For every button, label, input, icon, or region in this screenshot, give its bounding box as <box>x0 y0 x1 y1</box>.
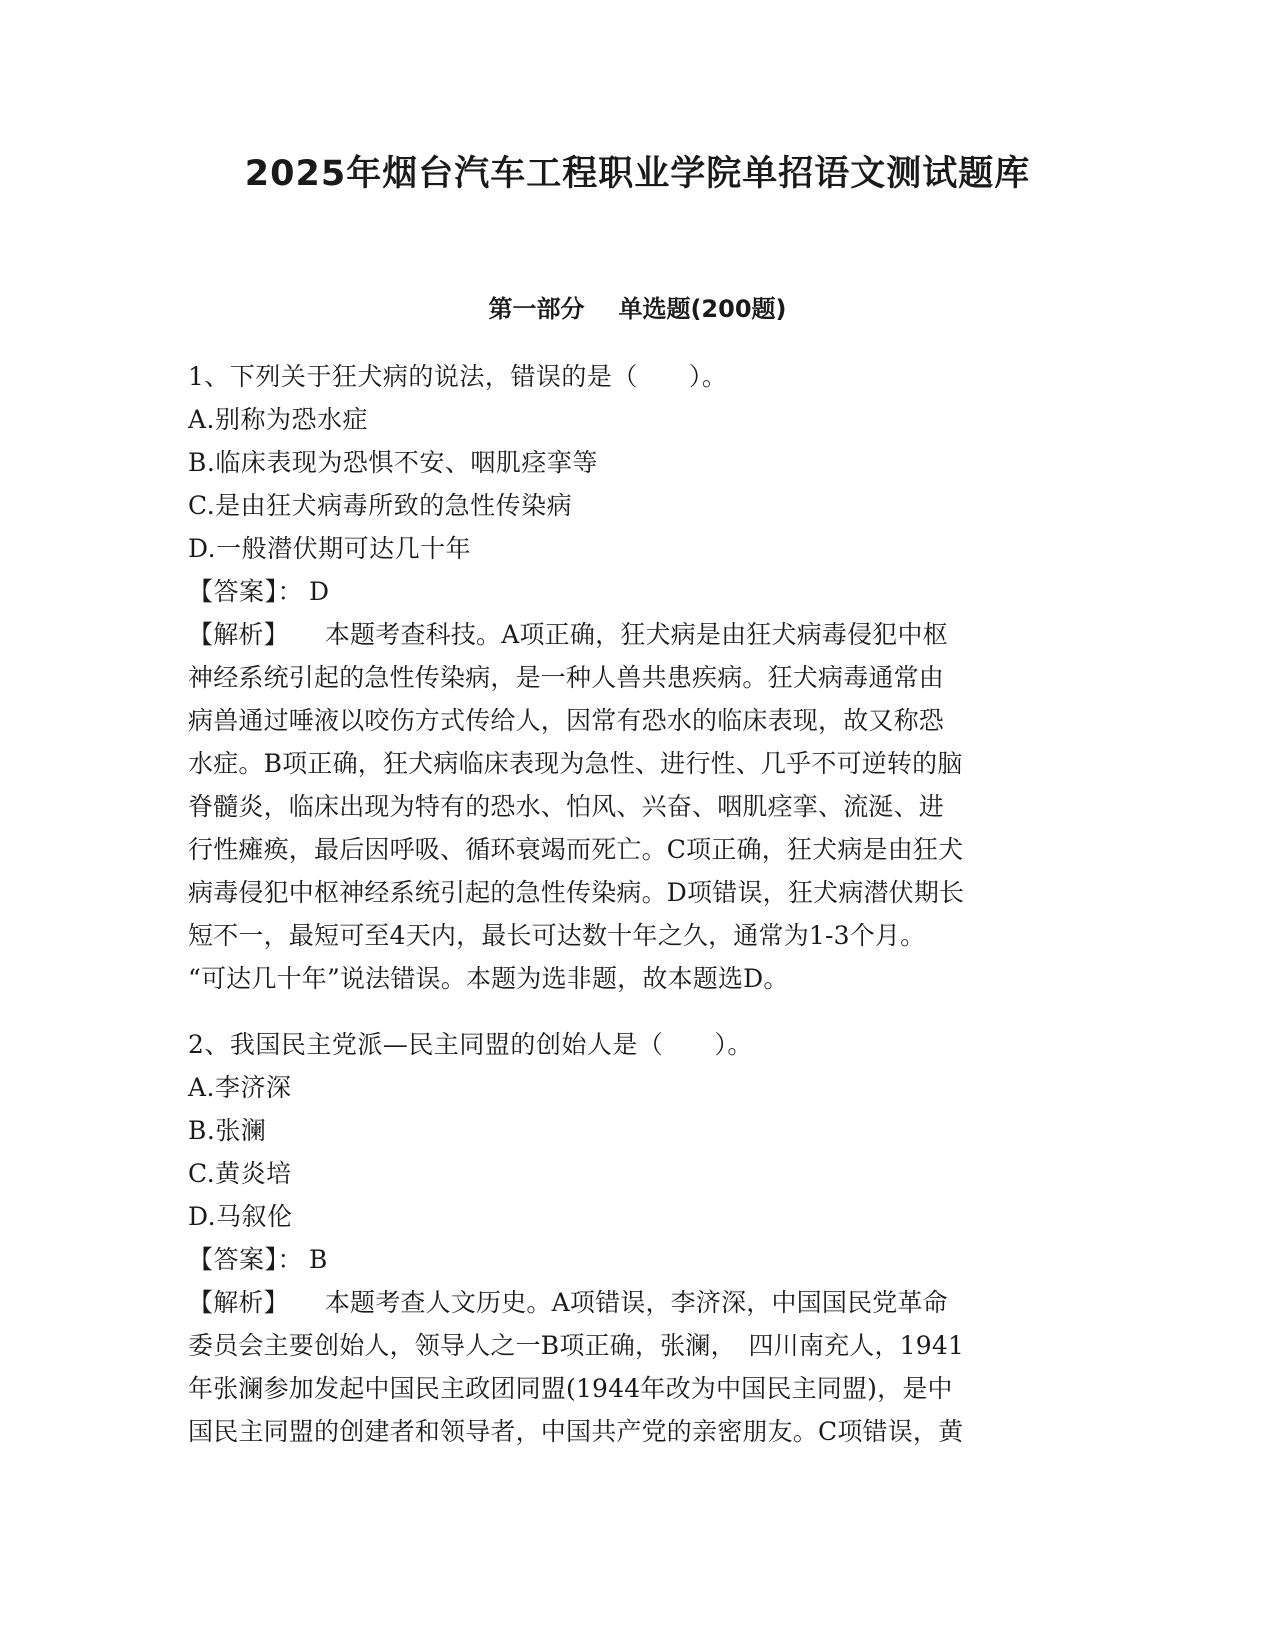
option-b: B.临床表现为恐惧不安、咽肌痉挛等 <box>188 448 598 477</box>
question-stem: 2、我国民主党派—民主同盟的创始人是（ ）。 <box>188 1030 753 1059</box>
explanation-text: 本题考查人文历史。A项错误，李济深，中国国民党革命 <box>324 1288 948 1317</box>
option-a: A.别称为恐水症 <box>188 405 369 434</box>
explanation-line: 年张澜参加发起中国民主政团同盟(1944年改为中国民主同盟)，是中 <box>188 1374 953 1403</box>
section-name: 第一部分 <box>488 295 585 323</box>
answer-value: D <box>309 577 330 606</box>
explanation-text: 本题考查科技。A项正确，狂犬病是由狂犬病毒侵犯中枢 <box>324 620 948 649</box>
question-stem: 1、下列关于狂犬病的说法，错误的是（ ）。 <box>188 362 728 391</box>
option-c: C.黄炎培 <box>188 1159 292 1188</box>
explanation-line <box>188 613 1088 656</box>
answer-row <box>188 570 1088 613</box>
section-title <box>0 292 1275 326</box>
question-list <box>188 355 1088 1453</box>
explanation-line: 委员会主要创始人，领导人之一B项正确，张澜， 四川南充人，1941 <box>188 1331 965 1360</box>
question-2 <box>188 1023 1088 1453</box>
document-title: 2025年烟台汽车工程职业学院单招语文测试题库 <box>244 154 1031 194</box>
answer-label: 【答案】： <box>188 1245 304 1274</box>
explanation-line: 行性瘫痪，最后因呼吸、循环衰竭而死亡。C项正确，狂犬病是由狂犬 <box>188 835 964 864</box>
option-c: C.是由狂犬病毒所致的急性传染病 <box>188 491 573 520</box>
explanation-label: 【解析】 <box>188 1288 289 1317</box>
answer-label: 【答案】： <box>188 577 304 606</box>
option-a: A.李济深 <box>188 1073 292 1102</box>
explanation-line: 脊髓炎，临床出现为特有的恐水、怕风、兴奋、咽肌痉挛、流涎、进 <box>188 792 945 821</box>
explanation-line: 国民主同盟的创建者和领导者，中国共产党的亲密朋友。C项错误，黄 <box>188 1417 964 1446</box>
section-subtitle: 单选题(200题) <box>618 295 787 323</box>
option-d: D.一般潜伏期可达几十年 <box>188 534 472 563</box>
explanation-line: 短不一，最短可至4天内，最长可达数十年之久，通常为1-3个月。 <box>188 921 926 950</box>
answer-value: B <box>309 1245 328 1274</box>
option-d: D.马叙伦 <box>188 1202 293 1231</box>
explanation-line: 病毒侵犯中枢神经系统引起的急性传染病。D项错误，狂犬病潜伏期长 <box>188 878 965 907</box>
question-1 <box>188 355 1088 1000</box>
explanation-line <box>188 1281 1088 1324</box>
explanation-line: 神经系统引起的急性传染病，是一种人兽共患疾病。狂犬病毒通常由 <box>188 663 945 692</box>
explanation-line: 病兽通过唾液以咬伤方式传给人，因常有恐水的临床表现，故又称恐 <box>188 706 945 735</box>
explanation-line: “可达几十年”说法错误。本题为选非题，故本题选D。 <box>188 964 789 993</box>
explanation-line: 水症。B项正确，狂犬病临床表现为急性、进行性、几乎不可逆转的脑 <box>188 749 963 778</box>
explanation-label: 【解析】 <box>188 620 289 649</box>
answer-row <box>188 1238 1088 1281</box>
option-b: B.张澜 <box>188 1116 267 1145</box>
